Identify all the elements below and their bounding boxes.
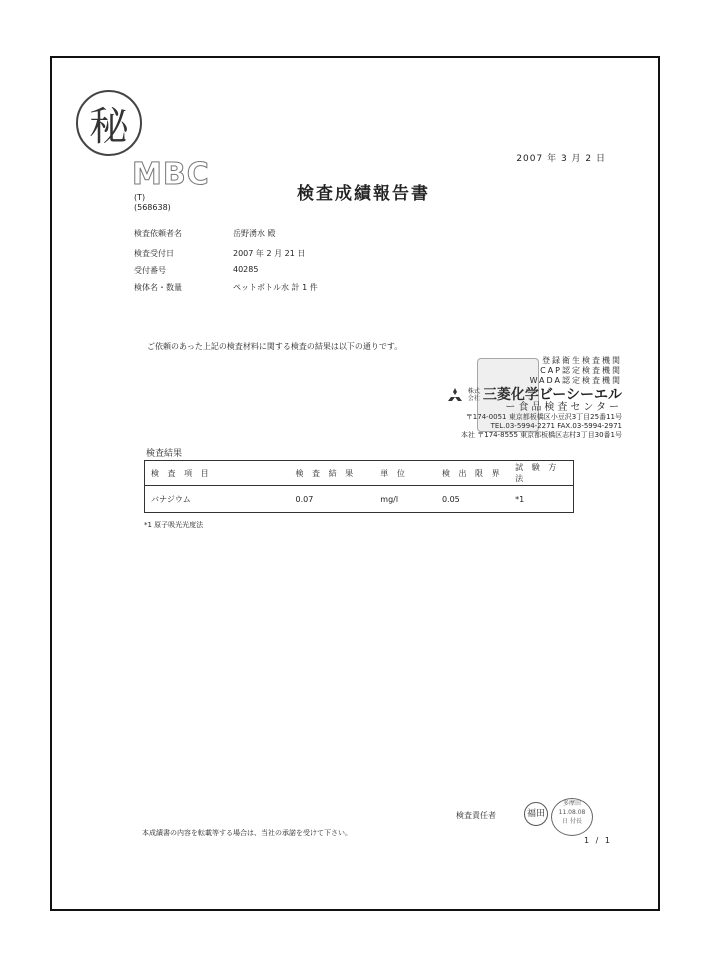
kk-top: 株式: [467, 388, 480, 395]
date-stamp-top: 多摩田: [562, 800, 581, 807]
company-stamp: [477, 358, 539, 432]
field-value-sample: ペットボトル水 計 1 件: [233, 283, 318, 292]
page-number: 1 / 1: [584, 836, 612, 845]
header-limit: 検 出 限 界: [441, 468, 503, 478]
kk-bottom: 会社: [467, 395, 480, 402]
results-table-header: [145, 461, 573, 486]
company-logo: MBC: [132, 157, 210, 192]
header-result: 検 査 結 果: [295, 468, 357, 478]
head-office-line: 本社 〒174-8555 東京都板橋区志村3丁目30番1号: [461, 431, 622, 439]
org-line-2: CAP認定検査機関: [540, 366, 622, 375]
field-label-received-date: 検査受付日: [134, 249, 174, 258]
field-label-receipt-number: 受付番号: [134, 266, 166, 275]
table-row: [145, 486, 573, 512]
results-heading: 検査結果: [146, 449, 183, 459]
cell-result: 0.07: [295, 494, 314, 504]
field-value-requester: 岳野湧水 殿: [233, 229, 276, 238]
confidential-seal: 秘: [76, 90, 142, 156]
date-stamp-middle: 11.08.08: [558, 809, 586, 816]
code-number: (568638): [134, 203, 171, 212]
footer-note: 本成績書の内容を転載等する場合は、当社の承諾を受けて下さい。: [142, 829, 352, 837]
field-label-sample: 検体名・数量: [134, 283, 182, 292]
header-item: 検 査 項 目: [151, 468, 212, 478]
cell-item: バナジウム: [151, 494, 191, 504]
field-value-receipt-number: 40285: [233, 265, 259, 274]
method-note: *1 原子吸光光度法: [144, 521, 204, 529]
report-title: 検査成績報告書: [297, 184, 430, 204]
inspector-seal: 福田: [524, 802, 548, 826]
company-name: 三菱化学ビーシーエル: [482, 387, 622, 403]
tel-fax-line: TEL.03-5994-2271 FAX.03-5994-2971: [490, 422, 622, 430]
org-line-3: WADA認定検査機関: [529, 376, 622, 385]
results-table: [144, 460, 574, 513]
division-name: ー食品検査センター: [505, 402, 622, 413]
cell-limit: 0.05: [441, 494, 460, 504]
field-label-requester: 検査依頼者名: [134, 229, 182, 238]
date-stamp-bottom: 日 付長: [562, 818, 582, 825]
issue-date: 2007 年 3 月 2 日: [516, 154, 606, 164]
cell-unit: mg/l: [380, 494, 399, 504]
address-line: 〒174-0051 東京都板橋区小豆沢3丁目25番11号: [465, 413, 622, 421]
cell-method: *1: [515, 494, 525, 504]
intro-text: ご依頼のあった上記の検査材料に関する検査の結果は以下の通りです。: [147, 342, 403, 351]
code-t: (T): [134, 193, 146, 202]
date-stamp: [551, 798, 593, 836]
field-value-received-date: 2007 年 2 月 21 日: [233, 249, 306, 258]
report-codes: [134, 193, 171, 213]
report-page: [50, 56, 660, 911]
three-diamonds-icon: [446, 388, 464, 402]
inspector-label: 検査責任者: [456, 811, 496, 820]
org-line-1: 登録衛生検査機関: [542, 356, 622, 365]
header-unit: 単 位: [380, 468, 408, 478]
header-method: 試 験 方 法: [515, 463, 560, 483]
